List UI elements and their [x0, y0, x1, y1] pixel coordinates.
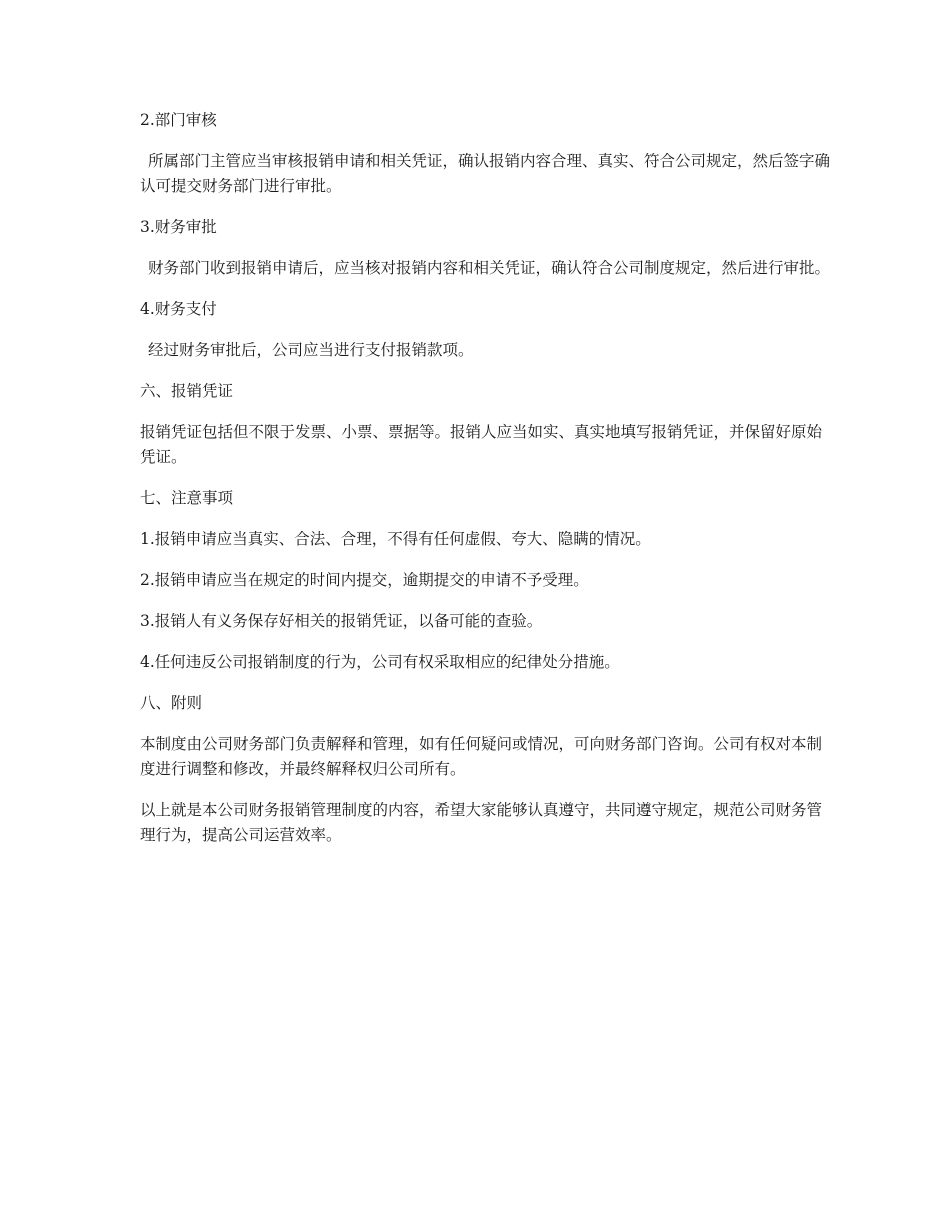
- paragraph-vouchers: 报销凭证包括但不限于发票、小票、票据等。报销人应当如实、真实地填写报销凭证，并保留好原始凭证。: [140, 423, 823, 466]
- paragraph-conclusion: 以上就是本公司财务报销管理制度的内容，希望大家能够认真遵守，共同遵守规定，规范公司财务管理行为，提高公司运营效率。: [140, 801, 823, 844]
- paragraph-finance-approval: 财务部门收到报销申请后，应当核对报销内容和相关凭证，确认符合公司制度规定，然后进行审批。: [148, 259, 831, 277]
- document-page: [140, 108, 830, 864]
- list-item-note-4: 4.任何违反公司报销制度的行为，公司有权采取相应的纪律处分措施。: [140, 653, 620, 671]
- paragraph-department-review: 所属部门主管应当审核报销申请和相关凭证，确认报销内容合理、真实、符合公司规定，然后签字确认可提交财务部门进行审批。: [140, 152, 831, 195]
- section-heading-finance-payment: 4.财务支付: [140, 300, 217, 318]
- section-heading-notes: 七、注意事项: [140, 489, 234, 507]
- section-heading-finance-approval: 3.财务审批: [140, 218, 217, 236]
- section-heading-department-review: 2.部门审核: [140, 111, 217, 129]
- paragraph-finance-payment: 经过财务审批后，公司应当进行支付报销款项。: [148, 341, 474, 359]
- list-item-note-3: 3.报销人有义务保存好相关的报销凭证，以备可能的查验。: [140, 612, 543, 630]
- section-heading-vouchers: 六、报销凭证: [140, 382, 234, 400]
- paragraph-supplementary: 本制度由公司财务部门负责解释和管理，如有任何疑问或情况，可向财务部门咨询。公司有权对本制度进行调整和修改，并最终解释权归公司所有。: [140, 735, 823, 778]
- list-item-note-2: 2.报销申请应当在规定的时间内提交，逾期提交的申请不予受理。: [140, 571, 589, 589]
- section-heading-supplementary: 八、附则: [140, 694, 203, 712]
- list-item-note-1: 1.报销申请应当真实、合法、合理，不得有任何虚假、夸大、隐瞒的情况。: [140, 530, 651, 548]
